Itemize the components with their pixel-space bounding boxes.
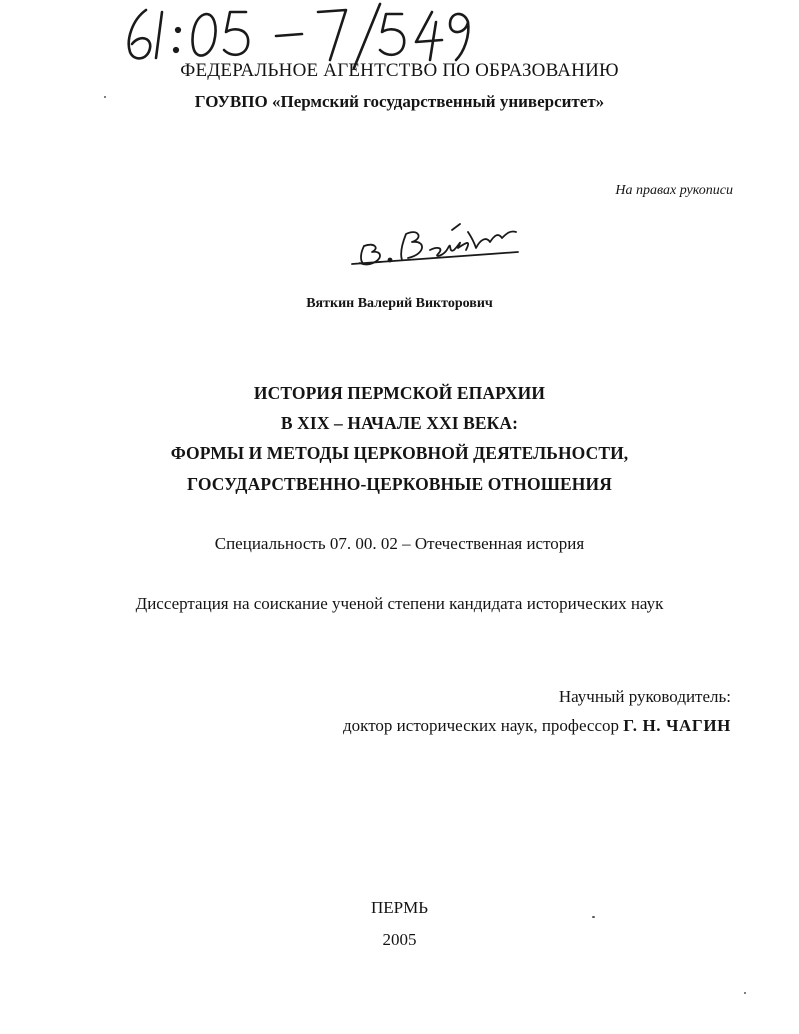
dissertation-degree-line: Диссертация на соискание ученой степени кандидата исторических наук bbox=[135, 594, 664, 613]
supervisor-name: Г. Н. ЧАГИН bbox=[623, 716, 731, 735]
supervisor-label: Научный руководитель: bbox=[558, 687, 731, 706]
dissertation-title-line: ИСТОРИЯ ПЕРМСКОЙ ЕПАРХИИ bbox=[253, 383, 546, 403]
dissertation-title-line: В XIX – НАЧАЛЕ XXI ВЕКА: bbox=[280, 413, 519, 433]
author-signature bbox=[348, 208, 548, 278]
university-heading: ГОУВПО «Пермский государственный университет» bbox=[194, 92, 605, 111]
manuscript-rights-note: На правах рукописи bbox=[615, 183, 733, 198]
specialty-line: Специальность 07. 00. 02 – Отечественная история bbox=[214, 534, 585, 553]
dissertation-title-line: ГОСУДАРСТВЕННО-ЦЕРКОВНЫЕ ОТНОШЕНИЯ bbox=[187, 474, 612, 494]
scan-speck bbox=[592, 916, 595, 918]
scan-speck bbox=[104, 96, 106, 98]
supervisor-line bbox=[343, 716, 731, 736]
city: ПЕРМЬ bbox=[371, 898, 428, 917]
agency-heading: ФЕДЕРАЛЬНОЕ АГЕНТСТВО ПО ОБРАЗОВАНИЮ bbox=[180, 60, 619, 81]
author-name: Вяткин Валерий Викторович bbox=[306, 296, 493, 311]
dissertation-title-line: ФОРМЫ И МЕТОДЫ ЦЕРКОВНОЙ ДЕЯТЕЛЬНОСТИ, bbox=[170, 443, 629, 463]
year: 2005 bbox=[382, 930, 417, 949]
scan-speck bbox=[744, 992, 746, 994]
supervisor-credentials: доктор исторических наук, профессор bbox=[343, 716, 619, 735]
